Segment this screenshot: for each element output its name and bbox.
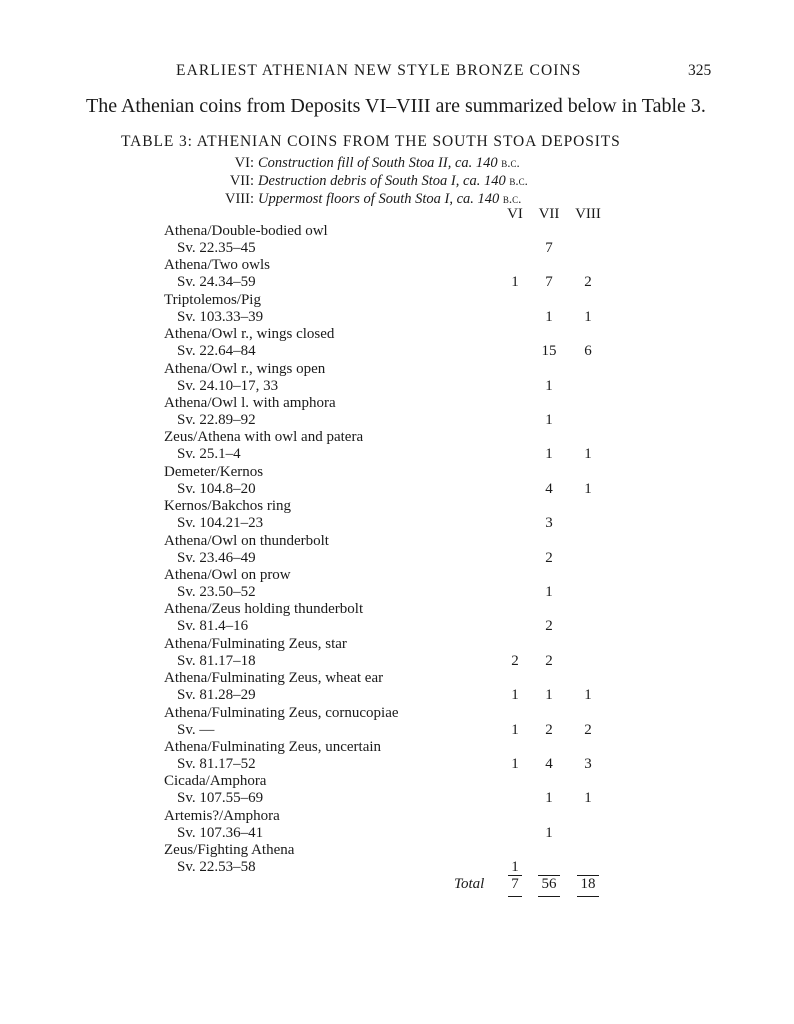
coin-type: Artemis?/Amphora [164, 807, 280, 824]
coin-type: Athena/Owl l. with amphora [164, 395, 336, 411]
svoronos-reference: Sv. 103.33–39 [177, 308, 264, 325]
count-vi: 1 [511, 859, 519, 876]
count-viii: 2 [584, 274, 592, 291]
deposit-era: b.c. [502, 191, 522, 206]
count-viii: 2 [584, 721, 592, 738]
coin-type: Athena/Fulminating Zeus, cornucopiae [164, 704, 399, 721]
count-viii: 1 [584, 446, 592, 463]
count-vii: 1 [545, 584, 553, 600]
count-vii: 2 [545, 618, 553, 635]
total-vi: 7 [511, 876, 519, 892]
count-vii: 2 [545, 549, 553, 566]
svoronos-reference: Sv. 104.8–20 [177, 480, 256, 497]
count-viii: 1 [584, 790, 592, 807]
count-vii: 15 [541, 343, 557, 360]
svoronos-reference: Sv. 23.50–52 [177, 584, 256, 600]
count-vii: 1 [545, 412, 553, 428]
coin-type: Zeus/Athena with owl and patera [164, 429, 364, 446]
deposit-era: b.c. [501, 155, 520, 170]
deposit-roman: VIII: [225, 191, 254, 207]
coin-type: Athena/Owl on thunderbolt [164, 532, 329, 549]
svoronos-reference: Sv. 23.46–49 [177, 549, 256, 566]
svoronos-reference: Sv. 107.55–69 [177, 790, 264, 807]
coin-type: Triptolemos/Pig [164, 291, 261, 308]
coin-type: Zeus/Fighting Athena [164, 842, 295, 859]
coin-type: Athena/Owl r., wings open [164, 360, 326, 377]
deposit-text: Uppermost floors of South Stoa I, ca. 140 [258, 191, 503, 207]
svoronos-reference: Sv. 104.21–23 [177, 515, 264, 532]
count-viii: 1 [584, 308, 592, 325]
count-vii: 1 [545, 446, 553, 463]
svoronos-reference: Sv. 81.17–52 [177, 756, 256, 772]
running-title: EARLIEST ATHENIAN NEW STYLE BRONZE COINS [176, 62, 582, 79]
total-rule-top-viii [577, 875, 599, 876]
coin-type: Athena/Fulminating Zeus, star [164, 635, 347, 652]
count-vii: 1 [545, 377, 553, 394]
column-header-vi: VI [507, 206, 523, 222]
coin-type: Demeter/Kernos [164, 463, 264, 480]
coin-type: Athena/Owl on prow [164, 567, 291, 583]
table-title: TABLE 3: ATHENIAN COINS FROM THE SOUTH STOA DEPOSITS [121, 133, 621, 150]
count-vii: 1 [545, 687, 553, 704]
svoronos-reference: Sv. 81.28–29 [177, 687, 256, 704]
total-rule-top-vii [538, 875, 560, 876]
count-vii: 1 [545, 824, 553, 841]
deposit-description-text [258, 191, 521, 208]
total-label: Total [454, 876, 485, 892]
svoronos-reference: Sv. 22.35–45 [177, 240, 256, 256]
count-vii: 2 [545, 721, 553, 738]
count-vii: 2 [545, 652, 553, 669]
coin-type: Athena/Owl r., wings closed [164, 326, 335, 343]
column-header-vii: VII [538, 206, 560, 222]
column-header-viii: VIII [575, 206, 601, 222]
deposit-text: Construction fill of South Stoa II, ca. 140 [258, 155, 502, 171]
svoronos-reference: Sv. 24.10–17, 33 [177, 377, 279, 394]
coin-type: Athena/Fulminating Zeus, wheat ear [164, 670, 384, 687]
coin-type: Cicada/Amphora [164, 773, 267, 790]
deposit-description-text [258, 173, 528, 190]
total-vii: 56 [541, 876, 557, 892]
count-vi: 2 [511, 652, 519, 669]
count-vii: 4 [545, 480, 553, 497]
svoronos-reference: Sv. — [177, 721, 215, 738]
count-viii: 3 [584, 756, 592, 772]
count-viii: 1 [584, 480, 592, 497]
coin-type: Athena/Two owls [164, 257, 271, 274]
count-vi: 1 [511, 756, 519, 772]
count-vii: 7 [545, 240, 553, 256]
deposit-label [200, 155, 254, 173]
deposit-label [200, 173, 254, 191]
svoronos-reference: Sv. 22.89–92 [177, 412, 256, 428]
svoronos-reference: Sv. 81.17–18 [177, 652, 256, 669]
count-vi: 1 [511, 274, 519, 291]
svoronos-reference: Sv. 22.64–84 [177, 343, 256, 360]
svoronos-reference: Sv. 81.4–16 [177, 618, 249, 635]
count-viii: 1 [584, 687, 592, 704]
deposit-era: b.c. [509, 173, 528, 188]
count-vi: 1 [511, 687, 519, 704]
total-viii: 18 [580, 876, 596, 892]
intro-sentence: The Athenian coins from Deposits VI–VIII are summarized below in Table 3. [86, 95, 706, 117]
coin-type: Kernos/Bakchos ring [164, 498, 292, 515]
coin-type: Athena/Double-bodied owl [164, 223, 328, 239]
total-rule-bottom-vi [508, 896, 522, 897]
count-vii: 3 [545, 515, 553, 532]
svoronos-reference: Sv. 24.34–59 [177, 274, 256, 291]
svoronos-reference: Sv. 22.53–58 [177, 859, 256, 876]
total-rule-top-vi [508, 875, 522, 876]
running-head [0, 62, 794, 82]
count-vii: 1 [545, 308, 553, 325]
count-vii: 4 [545, 756, 553, 772]
total-rule-bottom-viii [577, 896, 599, 897]
deposit-roman: VI: [234, 155, 254, 171]
coin-type: Athena/Fulminating Zeus, uncertain [164, 739, 382, 755]
deposit-text: Destruction debris of South Stoa I, ca. 140 [258, 173, 510, 189]
count-vii: 7 [545, 274, 553, 291]
deposit-description-text [258, 155, 520, 172]
count-vii: 1 [545, 790, 553, 807]
page-number: 325 [688, 62, 712, 79]
deposit-roman: VII: [229, 173, 254, 189]
total-rule-bottom-vii [538, 896, 560, 897]
count-viii: 6 [584, 343, 592, 360]
svoronos-reference: Sv. 107.36–41 [177, 824, 264, 841]
count-vi: 1 [511, 721, 519, 738]
coin-type: Athena/Zeus holding thunderbolt [164, 601, 364, 618]
deposit-label [200, 191, 254, 209]
svoronos-reference: Sv. 25.1–4 [177, 446, 241, 463]
